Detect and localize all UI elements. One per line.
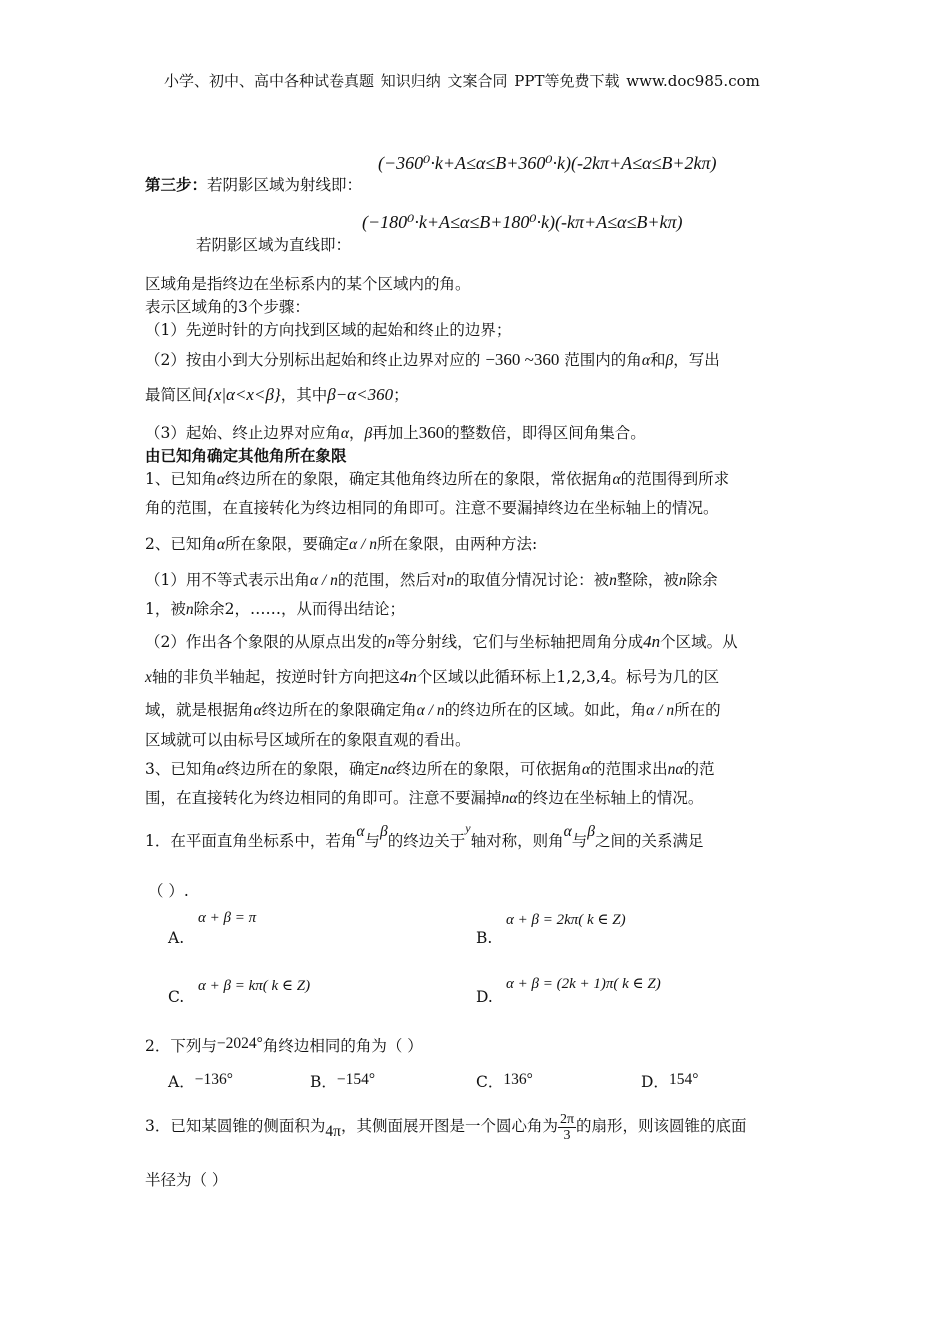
q2-angle: −2024° xyxy=(216,1035,263,1052)
p3f: 1，被 xyxy=(145,600,186,618)
p4a: （2）作出各个象限的从原点出发的 xyxy=(145,633,388,651)
alpha-symbol: α xyxy=(253,702,262,719)
q1d: 轴对称，则角 xyxy=(470,832,564,850)
q1-optB-label[interactable]: B. xyxy=(476,929,493,947)
q3-line2: 半径为（ ） xyxy=(145,1171,228,1189)
y-symbol: y xyxy=(465,821,471,835)
q1-optB[interactable]: α + β = 2kπ( k ∈ Z) xyxy=(506,912,626,928)
known-title: 由已知角确定其他角所在象限 xyxy=(145,446,347,465)
s2b-text: 范围内的角 xyxy=(564,351,642,369)
s2d-text: ，写出 xyxy=(673,351,720,369)
p5c: 终边所在的象限，可依据角 xyxy=(395,760,582,778)
p3g: 除余2，……，从而得出结论； xyxy=(193,600,405,618)
alpha-over-n: α / n xyxy=(646,702,675,719)
four-n: 4n xyxy=(643,632,661,651)
known-p4-line4: 区域就可以由标号区域所在的象限直观的看出。 xyxy=(145,731,471,749)
region-step-2a xyxy=(145,348,720,370)
q2-optA[interactable] xyxy=(168,1070,233,1092)
alpha-symbol: α xyxy=(612,471,621,488)
q2-optB-label: B． xyxy=(310,1073,337,1091)
page-header: 小学、初中、高中各种试卷真题 知识归纳 文案合同 PPT等免费下载 www.doc985.com xyxy=(164,72,760,90)
q3-frac-num: 2π xyxy=(559,1111,575,1127)
p3c: 的取值分情况讨论：被 xyxy=(454,571,610,589)
p1a: 1、已知角 xyxy=(145,470,217,488)
s3b-text: ， xyxy=(349,424,365,442)
q1a: 1．在平面直角坐标系中，若角 xyxy=(145,832,357,850)
q2-optB-value: −154° xyxy=(336,1071,376,1088)
known-p1-line1 xyxy=(145,467,729,489)
q3-area: 4π xyxy=(325,1123,341,1140)
s2e-text: 最简区间 xyxy=(145,386,208,404)
q1f: 之间的关系满足 xyxy=(595,832,704,850)
region-step-3 xyxy=(145,421,646,443)
known-p4-line2 xyxy=(145,665,719,687)
known-p1-line2: 角的范围，在直接转化为终边相同的角即可。注意不要漏掉终边在坐标轴上的情况。 xyxy=(145,499,719,517)
p5a: 3、已知角 xyxy=(145,760,217,778)
alpha-symbol: α xyxy=(356,823,365,840)
s3a-text: （3）起始、终止边界对应角 xyxy=(145,424,341,442)
alpha-symbol: α xyxy=(581,761,591,778)
q2-optC[interactable] xyxy=(476,1070,533,1092)
step3-label: 第三步： xyxy=(145,175,208,194)
p4h: 的终边所在的区域。如此，角 xyxy=(444,701,647,719)
q3-fraction xyxy=(558,1112,576,1143)
s3c-text: 再加上 xyxy=(372,424,419,442)
s2f-text: ，其中 xyxy=(280,386,328,404)
beta-symbol: β xyxy=(587,823,596,840)
region-step-2b xyxy=(145,383,409,405)
q3a: 3．已知某圆锥的侧面积为 xyxy=(145,1117,326,1135)
p4i: 所在的 xyxy=(674,701,721,719)
s2-cond: β−α<360 xyxy=(327,385,394,404)
q2-optD-value: 154° xyxy=(668,1071,699,1088)
s3-num: 360 xyxy=(418,423,445,442)
q1-stem xyxy=(145,821,704,851)
n-alpha: nα xyxy=(380,761,396,778)
p3a: （1）用不等式表示出角 xyxy=(145,571,310,589)
region-definition: 区域角是指终边在坐标系内的某个区域内的角。 xyxy=(145,275,471,293)
p3e: 除余 xyxy=(686,571,718,589)
q2-optC-label: C． xyxy=(476,1073,504,1091)
line-formula: (−180⁰·k+A≤α≤B+180⁰·k)(-kπ+A≤α≤B+kπ) xyxy=(362,212,683,232)
alpha-over-n: α / n xyxy=(349,536,377,553)
alpha-over-n: α / n xyxy=(309,572,338,589)
q1-optA-label[interactable]: A. xyxy=(168,929,185,947)
q1-optC[interactable]: α + β = kπ( k ∈ Z) xyxy=(198,978,311,994)
p5e: 的范 xyxy=(683,760,715,778)
n-symbol: n xyxy=(185,601,194,618)
q3b: ，其侧面展开图是一个圆心角为 xyxy=(340,1117,558,1135)
n-alpha: nα xyxy=(501,790,518,807)
q3-stem xyxy=(145,1106,747,1147)
beta-symbol: β xyxy=(364,425,373,442)
p1b: 终边所在的象限，确定其他角终边所在的象限，常依据角 xyxy=(225,470,613,488)
p5g: 的终边在坐标轴上的情况。 xyxy=(517,789,704,807)
q2-optD[interactable] xyxy=(641,1070,698,1092)
q2b: 角终边相同的角为（ ） xyxy=(262,1037,423,1055)
four-n: 4n xyxy=(399,667,417,686)
q1b: 与 xyxy=(364,832,381,850)
ray-formula: (−360⁰·k+A≤α≤B+360⁰·k)(-2kπ+A≤α≤B+2kπ) xyxy=(378,153,717,173)
p5d: 的范围求出 xyxy=(590,760,668,778)
p3b: 的范围，然后对 xyxy=(337,571,447,589)
p2a: 2、已知角 xyxy=(145,535,217,553)
alpha-over-n: α / n xyxy=(416,702,445,719)
q1-paren: （ ）. xyxy=(148,882,189,900)
n-symbol: n xyxy=(678,572,687,589)
q1-optD[interactable]: α + β = (2k + 1)π( k ∈ Z) xyxy=(506,976,661,992)
q1e: 与 xyxy=(571,832,588,850)
n-symbol: n xyxy=(446,572,455,589)
s2-set: {x|α<x<β} xyxy=(207,385,281,404)
q2-optA-value: −136° xyxy=(194,1071,233,1088)
s2-range: −360 ~360 xyxy=(485,350,560,369)
q2-optB[interactable] xyxy=(310,1070,375,1092)
n-symbol: n xyxy=(609,572,617,589)
p4e: 个区域以此循环标上1,2,3,4。标号为几的区 xyxy=(416,668,720,686)
alpha-symbol: α xyxy=(563,823,572,840)
known-p3-line2 xyxy=(145,597,405,619)
s2a-text: （2）按由小到大分别标出起始和终止边界对应的 xyxy=(145,351,481,369)
q2a: 2．下列与 xyxy=(145,1037,217,1055)
known-p2 xyxy=(145,532,537,554)
known-p5-line1 xyxy=(145,757,715,779)
region-step-1: （1）先逆时针的方向找到区域的起始和终止的边界； xyxy=(145,321,512,339)
known-p4-line1 xyxy=(145,630,738,652)
beta-symbol: β xyxy=(380,823,388,840)
p1c: 的范围得到所求 xyxy=(620,470,730,488)
alpha-symbol: α xyxy=(216,761,226,778)
p2c: 所在象限，由两种方法: xyxy=(376,535,538,553)
q1-optA[interactable]: α + β = π xyxy=(198,910,257,926)
p2b: 所在象限，要确定 xyxy=(225,535,350,553)
q2-stem xyxy=(145,1034,423,1056)
n-alpha: nα xyxy=(667,761,684,778)
x-symbol: x xyxy=(145,669,152,686)
s2c-text: 和 xyxy=(649,351,666,369)
n-symbol: n xyxy=(387,634,396,651)
step3-line-text: 若阴影区域为直线即： xyxy=(196,236,352,254)
s3d-text: 的整数倍，即得区间角集合。 xyxy=(444,424,646,442)
region-steps-title: 表示区域角的3个步骤： xyxy=(145,298,310,316)
alpha-symbol: α xyxy=(216,471,226,488)
known-p3-line1 xyxy=(145,568,718,590)
alpha-symbol: α xyxy=(340,425,350,442)
p4c: 个区域。从 xyxy=(660,633,738,651)
known-p4-line3 xyxy=(145,698,721,720)
p4f: 域，就是根据角 xyxy=(145,701,254,719)
q3c: 的扇形，则该圆锥的底面 xyxy=(576,1117,747,1135)
q2-optA-label: A． xyxy=(168,1073,195,1091)
beta-symbol: β xyxy=(665,352,674,369)
s2g-text: ； xyxy=(393,386,409,404)
p4g: 终边所在的象限确定角 xyxy=(261,701,417,719)
q3-frac-den: 3 xyxy=(563,1127,571,1143)
q1-optD-label[interactable]: D. xyxy=(476,988,493,1006)
p4d: 轴的非负半轴起，按逆时针方向把这 xyxy=(151,668,400,686)
q1c: 的终边关于 xyxy=(387,832,466,850)
q2-optD-label: D． xyxy=(641,1073,669,1091)
q2-optC-value: 136° xyxy=(503,1071,533,1088)
alpha-symbol: α xyxy=(216,536,226,553)
p3d: 整除，被 xyxy=(616,571,679,589)
step3-line xyxy=(145,173,362,195)
p5b: 终边所在的象限，确定 xyxy=(225,760,381,778)
q1-optC-label[interactable]: C. xyxy=(168,988,185,1006)
alpha-symbol: α xyxy=(641,352,650,369)
p4b: 等分射线，它们与坐标轴把周角分成 xyxy=(395,633,644,651)
p5f: 围，在直接转化为终边相同的角即可。注意不要漏掉 xyxy=(145,789,502,807)
step3-ray-text: 若阴影区域为射线即： xyxy=(207,176,363,194)
known-p5-line2 xyxy=(145,786,703,808)
